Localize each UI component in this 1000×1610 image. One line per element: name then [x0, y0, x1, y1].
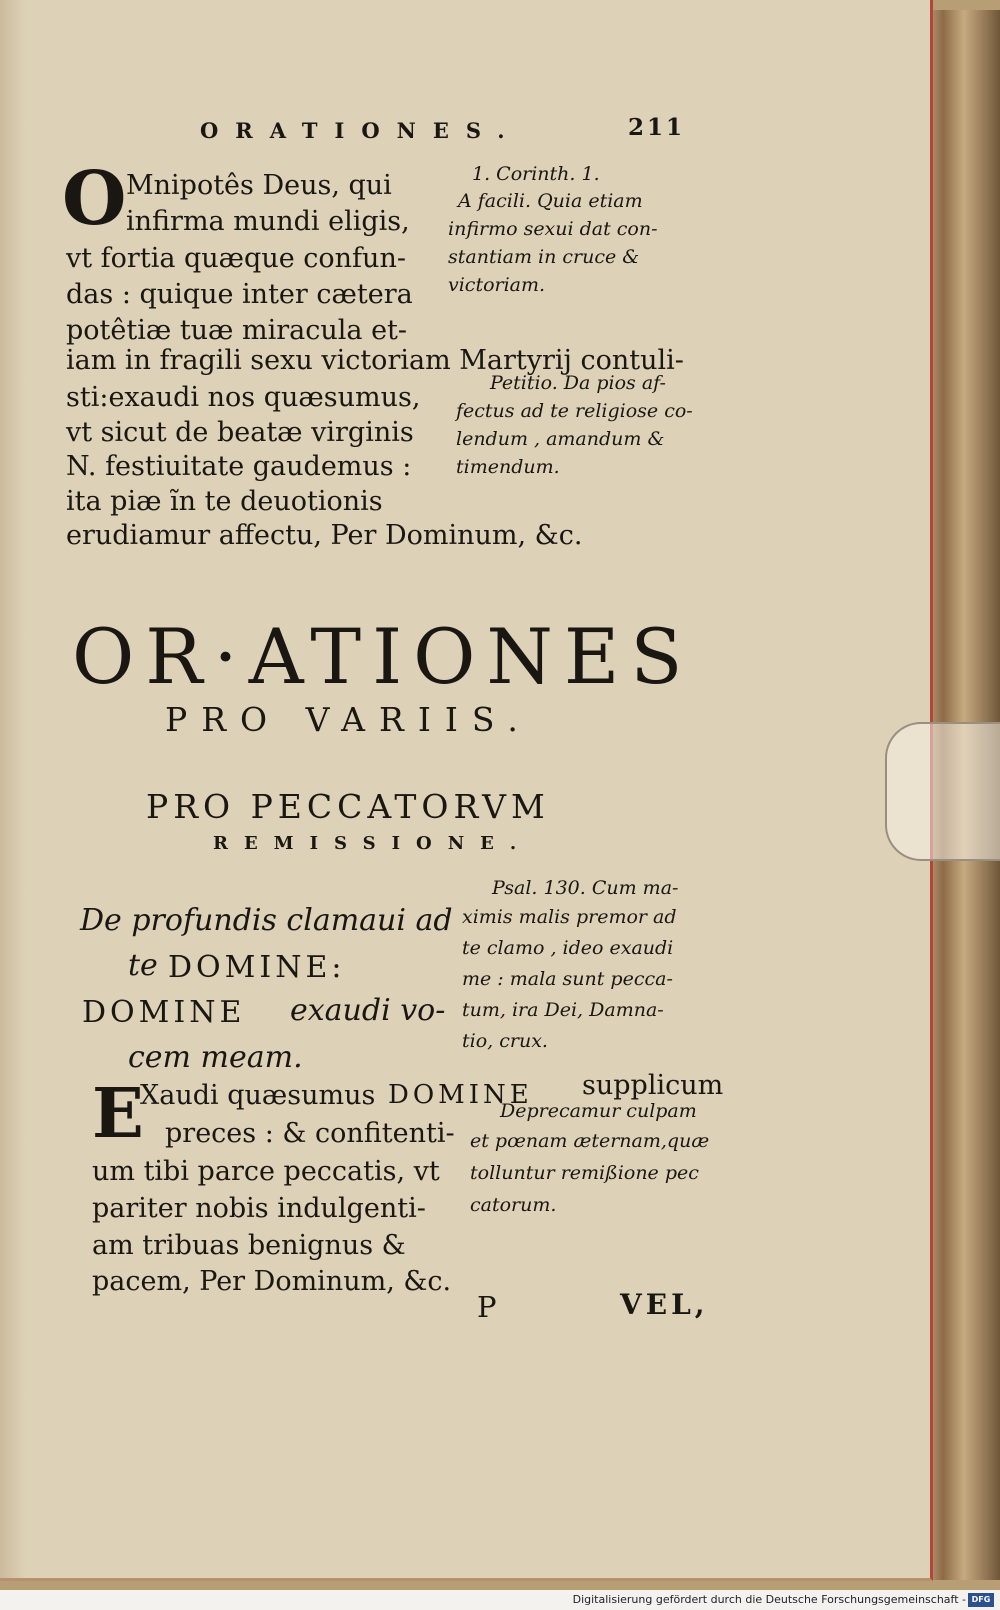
prayer2-line: pariter nobis indulgenti- [92, 1193, 426, 1224]
margin-note: tio, crux. [462, 1030, 548, 1052]
page-number: 211 [628, 114, 686, 141]
margin-note: stantiam in cruce & [448, 246, 640, 268]
margin-note: ximis malis premor ad [462, 906, 677, 928]
prayer1-line: das : quique inter cætera [66, 279, 413, 310]
psalm-line: te [128, 948, 158, 983]
margin-note: tolluntur remißione pec [470, 1162, 699, 1184]
page-clip [885, 722, 1000, 861]
margin-note: timendum. [456, 456, 560, 478]
psalm-line: cem meam. [128, 1040, 303, 1075]
prayer2-line: am tribuas benignus & [92, 1230, 406, 1261]
margin-note: catorum. [470, 1194, 557, 1216]
prayer1-line: N. festiuitate gaudemus : [66, 451, 412, 482]
margin-note: lendum , amandum & [456, 428, 665, 450]
margin-note: Psal. 130. Cum ma- [492, 877, 679, 899]
prayer1-line: erudiamur affectu, Per Dominum, &c. [66, 520, 583, 551]
prayer1-line: iam in fragili sexu victoriam Martyrij contuli- [66, 345, 684, 376]
footer-credit: Digitalisierung gefördert durch die Deutsche Forschungsgemeinschaft - [572, 1593, 966, 1606]
margin-note: A facili. Quia etiam [458, 190, 643, 212]
margin-note: te clamo , ideo exaudi [462, 937, 674, 959]
prayer2-line: pacem, Per Dominum, &c. [92, 1266, 452, 1297]
prayer-heading-sub: REMISSIONE. [213, 833, 533, 854]
prayer1-line: infirma mundi eligis, [126, 206, 410, 237]
margin-note: 1. Corinth. 1. [472, 163, 600, 185]
margin-note: victoriam. [448, 274, 546, 296]
psalm-line: De profundis clamaui ad [80, 903, 453, 938]
dropcap-o: O [62, 156, 127, 242]
prayer1-line: vt fortia quæque confun- [66, 243, 406, 274]
prayer2-line: um tibi parce peccatis, vt [92, 1156, 440, 1187]
margin-note: me : mala sunt pecca- [462, 968, 673, 990]
prayer2-line: Xaudi quæsumus [140, 1080, 376, 1111]
dfg-logo: DFG [968, 1593, 994, 1607]
catchword: VEL, [620, 1288, 709, 1321]
prayer-heading: PRO PECCATORVM [146, 787, 550, 826]
psalm-line: exaudi vo- [290, 993, 446, 1028]
psalm-line: DOMINE [82, 995, 246, 1030]
margin-note: Petitio. Da pios af- [490, 372, 666, 394]
prayer1-line: ita piæ ĩn te deuotionis [66, 486, 383, 517]
signature-mark: P [477, 1290, 497, 1324]
margin-note: tum, ira Dei, Damna- [462, 999, 664, 1021]
dropcap-e: E [92, 1074, 144, 1154]
prayer1-line: Mnipotês Deus, qui [126, 170, 392, 201]
prayer1-line: potêtiæ tuæ miracula et- [66, 315, 408, 346]
prayer2-line: DOMINE [388, 1080, 533, 1110]
running-head: ORATIONES. [200, 118, 522, 143]
section-title: OR·ATIONES [72, 612, 694, 701]
psalm-line: DOMINE: [168, 950, 346, 985]
margin-note: infirmo sexui dat con- [448, 218, 658, 240]
prayer1-line: vt sicut de beatæ virginis [66, 417, 414, 448]
margin-note: fectus ad te religiose co- [456, 400, 693, 422]
prayer2-line: supplicum [582, 1070, 724, 1101]
margin-note: et pœnam æternam,quæ [470, 1130, 710, 1152]
prayer1-line: sti:exaudi nos quæsumus, [66, 382, 421, 413]
margin-note: Deprecamur culpam [500, 1100, 697, 1122]
section-subtitle: PRO VARIIS. [165, 700, 532, 739]
footer-bar [0, 1590, 1000, 1610]
prayer2-line: preces : & confitenti- [165, 1118, 455, 1149]
